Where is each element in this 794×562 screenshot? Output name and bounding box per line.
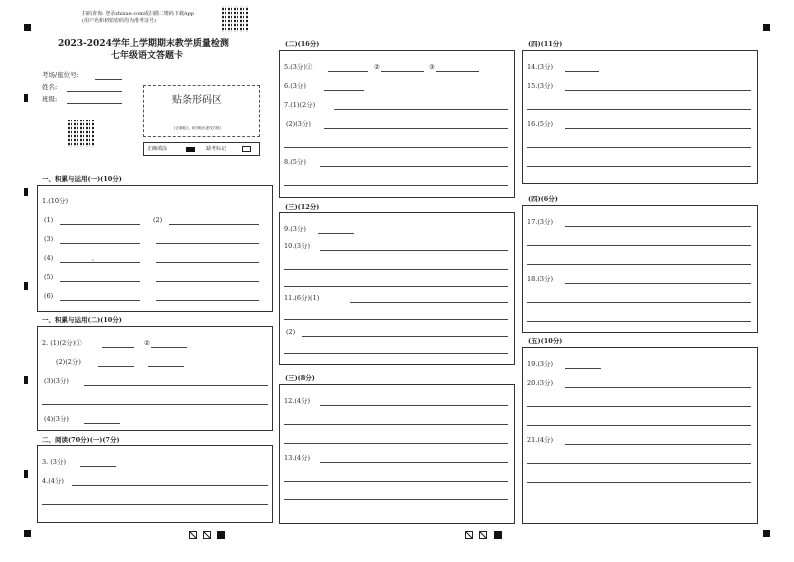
question-label: 17.(3分)	[527, 218, 554, 226]
absent-mark-box[interactable]	[242, 146, 251, 152]
barcode-area	[143, 85, 260, 137]
question-label: 3. (3分)	[42, 458, 66, 466]
comma: ,	[92, 254, 95, 262]
answer-line[interactable]	[148, 366, 184, 367]
answer-line[interactable]	[324, 128, 508, 129]
answer-line[interactable]	[156, 262, 259, 263]
answer-line[interactable]	[151, 347, 187, 348]
answer-line[interactable]	[320, 250, 508, 251]
answer-line[interactable]	[284, 443, 508, 444]
answer-line[interactable]	[565, 71, 599, 72]
question-label: (2)(2分)	[56, 358, 81, 366]
answer-line[interactable]	[565, 90, 751, 91]
timing-mark	[24, 94, 28, 102]
item-label: ②	[374, 63, 380, 71]
question-label: 20.(3分)	[527, 379, 554, 387]
question-label: (4)(3分)	[44, 415, 69, 423]
answer-line[interactable]	[328, 71, 368, 72]
answer-line[interactable]	[284, 319, 508, 320]
section-title: (三)(12分)	[285, 203, 320, 211]
question-label: 18.(3分)	[527, 275, 554, 283]
item-label: (1)	[44, 216, 54, 224]
answer-line[interactable]	[60, 224, 140, 225]
corner-mark-bl	[24, 530, 31, 537]
page-mark-filled	[217, 531, 225, 539]
answer-line[interactable]	[60, 262, 140, 263]
answer-line[interactable]	[527, 109, 751, 110]
question-label: 14.(3分)	[527, 63, 554, 71]
timing-mark	[24, 376, 28, 384]
answer-line[interactable]	[156, 281, 259, 282]
answer-line[interactable]	[60, 243, 140, 244]
answer-line[interactable]	[527, 166, 751, 167]
correct-fill-label: 正确填涂	[147, 146, 168, 152]
answer-box-3	[37, 445, 273, 523]
question-label: 12.(4分)	[284, 397, 311, 405]
answer-line[interactable]	[320, 166, 508, 167]
item-label: ③	[429, 63, 435, 71]
correct-fill-sample	[186, 147, 195, 152]
answer-box-2	[37, 326, 273, 431]
question-label: 2. (1)(2分)①	[42, 339, 82, 347]
corner-mark-tr	[763, 24, 770, 31]
answer-line[interactable]	[284, 269, 508, 270]
answer-line[interactable]	[302, 336, 508, 337]
answer-box-7	[522, 50, 758, 184]
answer-line[interactable]	[320, 405, 508, 406]
page-mark-icon	[203, 531, 211, 539]
answer-line[interactable]	[436, 71, 479, 72]
answer-line[interactable]	[527, 147, 751, 148]
question-label: 19.(3分)	[527, 360, 554, 368]
answer-line[interactable]	[320, 462, 508, 463]
notice-line1: 扫码查询: 登录zhixue.com或扫描二维码下载App	[82, 11, 194, 17]
page-mark-icon	[465, 531, 473, 539]
answer-line[interactable]	[60, 300, 140, 301]
answer-line[interactable]	[84, 423, 120, 424]
answer-line[interactable]	[284, 499, 508, 500]
question-label: (2)(3分)	[286, 120, 311, 128]
answer-line[interactable]	[324, 90, 364, 91]
answer-line[interactable]	[381, 71, 424, 72]
question-label: 13.(4分)	[284, 454, 311, 462]
barcode-note: (正面朝上, 切勿贴出虚线方框)	[174, 126, 221, 130]
item-label: (5)	[44, 273, 54, 281]
question-label: (2)	[286, 328, 296, 336]
answer-line[interactable]	[565, 368, 601, 369]
question-label: 5.(3分)①	[284, 63, 313, 71]
qr-code	[222, 6, 248, 32]
class-field[interactable]	[67, 103, 122, 104]
answer-line[interactable]	[565, 444, 751, 445]
exam-room-label: 考场/座位号:	[42, 71, 79, 79]
question-label: 4.(4分)	[42, 477, 64, 485]
answer-line[interactable]	[284, 147, 508, 148]
answer-line[interactable]	[98, 366, 134, 367]
corner-mark-br	[763, 530, 770, 537]
answer-line[interactable]	[284, 185, 508, 186]
answer-line[interactable]	[318, 233, 354, 234]
notice-line2: (用户名和初始密码均为准考证号)	[82, 18, 156, 24]
question-label: 1.(10分)	[42, 197, 69, 205]
answer-line[interactable]	[169, 224, 259, 225]
answer-line[interactable]	[60, 281, 140, 282]
page-mark-filled	[494, 531, 502, 539]
question-label: 8.(5分)	[284, 158, 306, 166]
answer-box-8	[522, 205, 758, 333]
page-subtitle: 七年级语文答题卡	[111, 51, 184, 61]
answer-line[interactable]	[350, 302, 508, 303]
section-title: (五)(10分)	[528, 337, 563, 345]
answer-box-6	[279, 384, 515, 524]
answer-line[interactable]	[284, 353, 508, 354]
answer-line[interactable]	[527, 406, 751, 407]
section-title: (四)(6分)	[528, 195, 558, 203]
section-title: (二)(16分)	[285, 40, 320, 48]
page-title: 2023-2024学年上学期期末教学质量检测	[58, 39, 229, 49]
answer-line[interactable]	[527, 482, 751, 483]
qr-code	[68, 120, 95, 147]
answer-box-5	[279, 212, 515, 365]
answer-line[interactable]	[527, 463, 751, 464]
answer-line[interactable]	[284, 424, 508, 425]
question-label: (3)(3分)	[44, 377, 69, 385]
answer-line[interactable]	[156, 243, 259, 244]
answer-line[interactable]	[527, 321, 751, 322]
answer-line[interactable]	[565, 387, 751, 388]
question-label: 11.(6分)(1)	[284, 294, 320, 302]
section-title: 一、积累与运用(一)(10分)	[42, 175, 122, 183]
section-title: 二、阅读(70分)(一)(7分)	[42, 436, 120, 444]
answer-line[interactable]	[156, 300, 259, 301]
answer-line[interactable]	[80, 466, 116, 467]
answer-line[interactable]	[565, 283, 751, 284]
timing-mark	[24, 188, 28, 196]
answer-line[interactable]	[42, 504, 268, 505]
answer-line[interactable]	[565, 226, 751, 227]
answer-line[interactable]	[565, 128, 751, 129]
item-label: ②	[144, 339, 150, 347]
question-label: 7.(1)(2分)	[284, 101, 316, 109]
item-label: (3)	[44, 235, 54, 243]
page-mark-icon	[479, 531, 487, 539]
section-title: (四)(11分)	[528, 40, 563, 48]
item-label: (2)	[153, 216, 163, 224]
timing-mark	[24, 470, 28, 478]
question-label: 10.(3分)	[284, 242, 311, 250]
barcode-label: 贴条形码区	[172, 95, 222, 106]
answer-line[interactable]	[334, 109, 508, 110]
question-label: 16.(5分)	[527, 120, 554, 128]
question-label: 6.(3分)	[284, 82, 306, 90]
question-label: 9.(3分)	[284, 225, 306, 233]
answer-line[interactable]	[42, 404, 268, 405]
question-label: 21.(4分)	[527, 436, 554, 444]
item-label: (6)	[44, 292, 54, 300]
class-label: 班级:	[42, 95, 58, 103]
question-label: 15.(3分)	[527, 82, 554, 90]
answer-line[interactable]	[284, 481, 508, 482]
answer-box-4	[279, 50, 515, 198]
answer-line[interactable]	[84, 385, 268, 386]
name-field[interactable]	[67, 91, 122, 92]
answer-box-1	[37, 185, 273, 312]
absent-mark-label: 缺考标记	[206, 146, 227, 152]
page-mark-icon	[189, 531, 197, 539]
corner-mark-tl	[24, 24, 31, 31]
answer-line[interactable]	[284, 286, 508, 287]
name-label: 姓名:	[42, 83, 58, 91]
answer-line[interactable]	[527, 302, 751, 303]
exam-room-field[interactable]	[95, 79, 122, 80]
section-title: 一、积累与运用(二)(10分)	[42, 316, 122, 324]
answer-line[interactable]	[527, 425, 751, 426]
timing-mark	[24, 282, 28, 290]
answer-line[interactable]	[102, 347, 134, 348]
fill-legend	[143, 142, 260, 156]
answer-line[interactable]	[527, 245, 751, 246]
answer-box-9	[522, 347, 758, 524]
answer-line[interactable]	[72, 485, 268, 486]
section-title: (三)(8分)	[285, 374, 315, 382]
item-label: (4)	[44, 254, 54, 262]
answer-line[interactable]	[527, 264, 751, 265]
